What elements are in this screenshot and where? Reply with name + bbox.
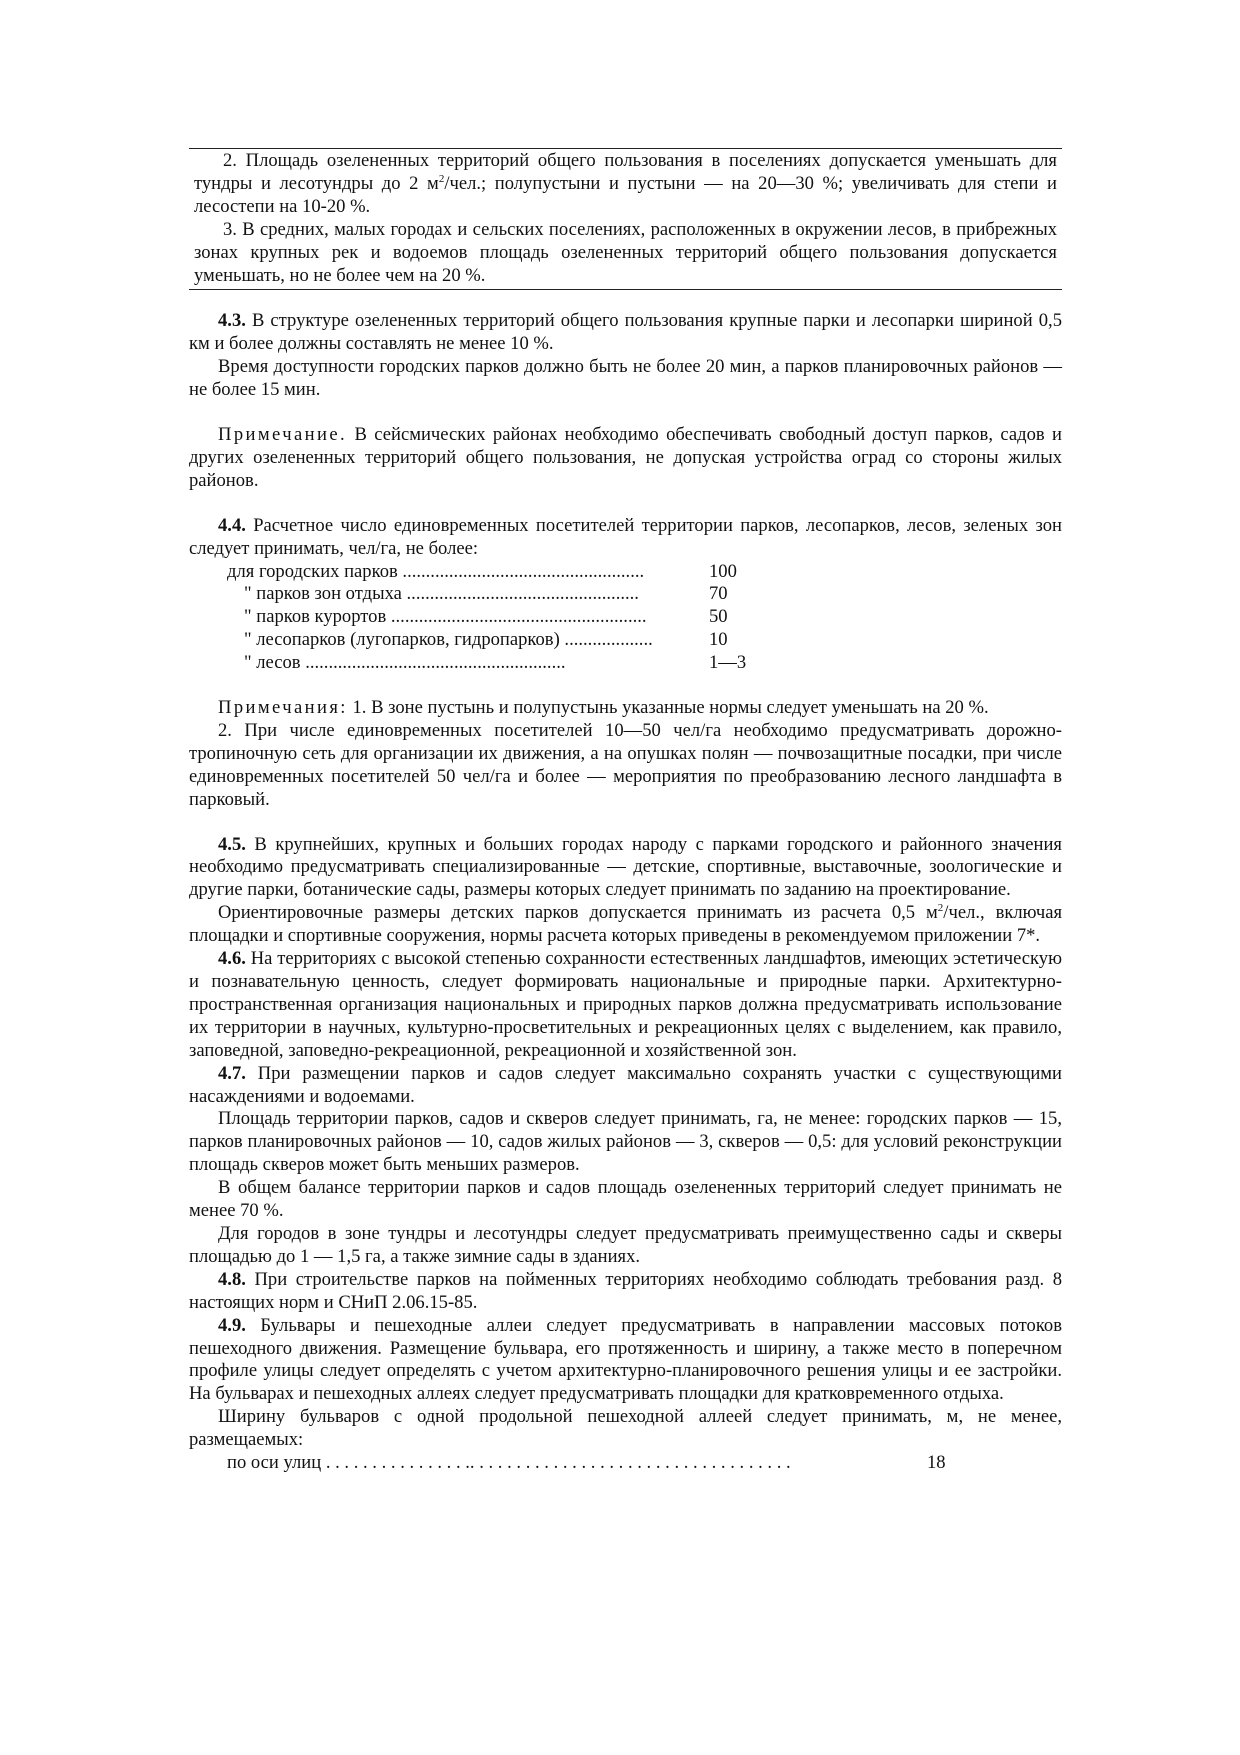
paragraph-text: Ориентировочные размеры детских парков допускается принимать из расчета 0,5 м bbox=[218, 902, 938, 924]
section-4-8 bbox=[189, 1269, 1062, 1315]
note-3: 3. В средних, малых городах и сельских поселениях, расположенных в окружении лесов, в прибрежных зонах крупных рек и водоемов площадь озелененных территорий общего пользования допускается уменьшать, но не более чем на 20 %. bbox=[194, 218, 1057, 286]
section-number: 4.4. bbox=[218, 514, 246, 536]
norm-row bbox=[189, 583, 1062, 606]
norm-row bbox=[189, 652, 1062, 675]
notes bbox=[189, 697, 1062, 720]
paragraph: Ширину бульваров с одной продольной пешеходной аллеей следует принимать, м, не менее, размещаемых: bbox=[189, 1406, 1062, 1451]
note: 2. При числе единовременных посетителей 10—50 чел/га необходимо предусматривать дорожно-тропиночную сеть для организации их движения, а на опушках полян — почвозащитные посадки, при числе единовременных посетителей 50 чел/га и более — мероприятия по преобразованию лесного ландшафта в парковый. bbox=[189, 719, 1062, 810]
section-number: 4.6. bbox=[218, 948, 246, 970]
boxed-notes bbox=[189, 148, 1062, 290]
norm-value: 70 bbox=[709, 583, 728, 605]
section-number: 4.5. bbox=[218, 833, 246, 855]
norm-label: " парков курортов ....................................................... bbox=[244, 606, 647, 628]
paragraph-text: В структуре озелененных территорий общего пользования крупные парки и лесопарки шириной 0,5 км и более должны составлять не менее 10 %. bbox=[189, 310, 1062, 355]
superscript: 2 bbox=[937, 902, 944, 915]
norm-value: 50 bbox=[709, 606, 728, 628]
norm-label: по оси улиц . . . . . . . . . . . . . . . .. . . . . . . . . . . . . . . . . . . . . . . . . . . . . . . . . . . bbox=[227, 1452, 791, 1474]
section-number: 4.7. bbox=[218, 1062, 246, 1084]
section-4-3 bbox=[189, 310, 1062, 356]
notes-label: Примечания: bbox=[218, 697, 348, 719]
document-page bbox=[189, 148, 1062, 1475]
section-number: 4.3. bbox=[218, 310, 246, 332]
paragraph-text: Расчетное число единовременных посетителей территории парков, лесопарков, лесов, зеленых зон следует принимать, чел/га, не более: bbox=[189, 514, 1062, 559]
norms-list bbox=[189, 561, 1062, 675]
section-4-6 bbox=[189, 948, 1062, 1063]
norm-value: 18 bbox=[927, 1452, 946, 1474]
note-text: В сейсмических районах необходимо обеспечивать свободный доступ парков, садов и других озелененных территорий общего пользования, не допуская устройства оград со стороны жилых районов. bbox=[189, 424, 1062, 491]
section-4-4 bbox=[189, 515, 1062, 561]
note-2-text: 2. Площадь озелененных территорий общего пользования в поселениях допускается уменьшать для тундры и лесотундры до 2 м bbox=[194, 150, 1057, 194]
norm-row bbox=[189, 629, 1062, 652]
paragraph-text: В крупнейших, крупных и больших городах народу с парками городского и районного значения необходимо предусматривать специализированные — детские, спортивные, выставочные, зоологические и другие парки, ботанические сады, размеры которых следует принимать по заданию на проектирование. bbox=[189, 833, 1062, 901]
section-number: 4.9. bbox=[218, 1314, 246, 1336]
note-text: 1. В зоне пустынь и полупустынь указанные нормы следует уменьшать на 20 %. bbox=[347, 697, 989, 719]
note-2 bbox=[194, 150, 1057, 219]
paragraph: Площадь территории парков, садов и скверов следует принимать, га, не менее: городских парков — 15, парков планировочных районов — 10, садов жилых районов — 3, скверов — 0,5: для условий реконструкции площадь скверов может быть меньших размеров. bbox=[189, 1108, 1062, 1176]
norm-label: для городских парков .................................................... bbox=[227, 560, 645, 582]
paragraph-text: На территориях с высокой степенью сохранности естественных ландшафтов, имеющих эстетическую и познавательную ценность, следует формировать национальные и природные парки. Архитектурно-пространственная организация национальных и природных парков должна предусматривать использование их территории в научных, культурно-просветительных и рекреационных целях с выделением, как правило, заповедной, заповедно-рекреационной, рекреационной и хозяйственной зон. bbox=[189, 948, 1062, 1061]
norm-label: " лесов ........................................................ bbox=[244, 652, 566, 674]
section-4-7 bbox=[189, 1063, 1062, 1109]
paragraph: Для городов в зоне тундры и лесотундры следует предусматривать преимущественно сады и скверы площадью до 1 — 1,5 га, а также зимние сады в зданиях. bbox=[189, 1222, 1062, 1267]
norm-value: 10 bbox=[709, 629, 728, 651]
paragraph-text: При размещении парков и садов следует максимально сохранять участки с существующими насаждениями и водоемами. bbox=[189, 1062, 1062, 1107]
norm-label: " парков зон отдыха .................................................. bbox=[244, 583, 639, 605]
note-label: Примечание. bbox=[218, 424, 348, 446]
paragraph-text: При строительстве парков на пойменных территориях необходимо соблюдать требования разд. 8 настоящих норм и СНиП 2.06.15-85. bbox=[189, 1268, 1062, 1313]
norm-row bbox=[189, 561, 1062, 584]
norm-value: 100 bbox=[709, 560, 737, 582]
paragraph-text: Бульвары и пешеходные аллеи следует предусматривать в направлении массовых потоков пешеходного движения. Размещение бульвара, его протяженность и ширину, а также место в поперечном профиле улицы следует определять с учетом архитектурно-планировочного решения улицы и ее застройки. На бульварах и пешеходных аллеях следует предусматривать площадки для кратковременного отдыха. bbox=[189, 1314, 1062, 1405]
note-2-text-end: /чел.; полупустыни и пустыни — на 20—30 %; увеличивать для степи и лесостепи на 10-20 %. bbox=[194, 172, 1058, 217]
norm-label: " лесопарков (лугопарков, гидропарков) ................... bbox=[244, 629, 653, 651]
superscript: 2 bbox=[438, 172, 445, 185]
paragraph bbox=[189, 902, 1062, 948]
norm-row bbox=[189, 606, 1062, 629]
section-4-9 bbox=[189, 1315, 1062, 1407]
section-number: 4.8. bbox=[218, 1268, 246, 1290]
section-4-5 bbox=[189, 834, 1062, 903]
paragraph: Время доступности городских парков должно быть не более 20 мин, а парков планировочных районов — не более 15 мин. bbox=[189, 356, 1062, 401]
paragraph-text-end: /чел., включая площадки и спортивные сооружения, нормы расчета которых приведены в рекомендуемом приложении 7*. bbox=[189, 902, 1062, 947]
norm-row bbox=[189, 1452, 1062, 1475]
norm-value: 1—3 bbox=[709, 652, 747, 674]
note bbox=[189, 424, 1062, 493]
paragraph: В общем балансе территории парков и садов площадь озелененных территорий следует принимать не менее 70 %. bbox=[189, 1177, 1062, 1222]
